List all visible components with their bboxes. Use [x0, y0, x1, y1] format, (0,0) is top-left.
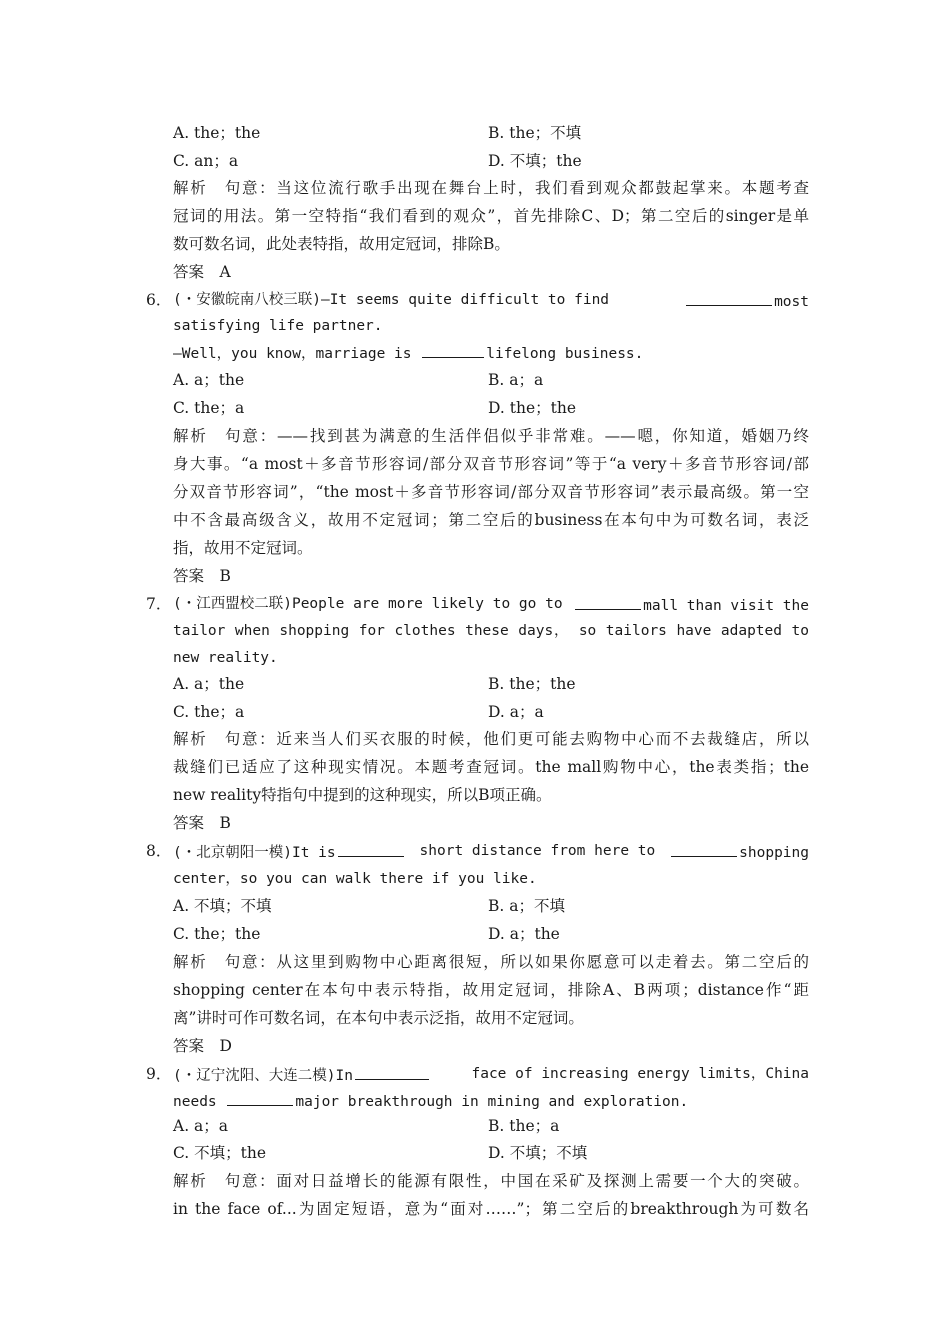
q9-stem-text: needs [173, 1094, 217, 1110]
q8-number: 8． [146, 842, 172, 860]
q6-option-b: B. a；a [488, 371, 544, 389]
q5-option-c: C. an；a [173, 152, 239, 170]
q8-blank-1 [338, 841, 404, 857]
q9-option-a: A. a；a [173, 1117, 229, 1135]
q7-stem-text: mall than visit the [643, 598, 809, 614]
q9-stem-text: face of increasing energy limits，China [471, 1066, 809, 1082]
q8-option-b: B. a；不填 [488, 897, 565, 915]
q5-answer: 答案 A [173, 263, 231, 281]
q8-option-a: A. 不填；不填 [173, 897, 272, 915]
q6-answer: 答案 B [173, 567, 231, 585]
q6-reply-text: —Well，you know，marriage is [173, 346, 412, 362]
q8-stem-text: (・北京朝阳一模)It is [173, 845, 336, 861]
q6-number: 6． [146, 291, 172, 309]
q5-option-d: D. 不填；the [488, 152, 582, 170]
q6-explanation-line: 中不含最高级含义，故用不定冠词；第二空后的business在本句中为可数名词，表泛 [173, 511, 809, 529]
q8-option-d: D. a；the [488, 925, 560, 943]
q9-option-c: C. 不填；the [173, 1144, 267, 1162]
q7-stem-line [173, 594, 809, 616]
q8-stem-text: short distance from here to [419, 843, 656, 859]
q6-blank-1 [686, 290, 772, 306]
q7-stem-line: tailor when shopping for clothes these days， so tailors have adapted to [173, 623, 809, 639]
q5-explanation-line: 数可数名词，此处表特指，故用定冠词，排除B。 [173, 235, 510, 253]
q7-explanation-line: new reality特指句中提到的这种现实，所以B项正确。 [173, 786, 552, 804]
q6-blank-2 [422, 342, 484, 358]
q9-number: 9． [146, 1065, 172, 1083]
q9-stem-text: (・辽宁沈阳、大连二模)In [173, 1068, 353, 1084]
q5-option-b: B. the；不填 [488, 124, 582, 142]
q9-blank-2 [227, 1090, 293, 1106]
q9-option-b: B. the；a [488, 1117, 560, 1135]
q9-stem-line [173, 1064, 809, 1086]
q5-explanation-line: 冠词的用法。第一空特指“我们看到的观众”，首先排除C、D；第二空后的singer是单 [173, 207, 809, 225]
q9-blank-1 [355, 1064, 429, 1080]
q6-explanation-line: 分双音节形容词”，“the most＋多音节形容词/部分双音节形容词”表示最高级。第一空 [173, 483, 809, 501]
q6-explanation-line: 指，故用不定冠词。 [173, 539, 313, 557]
q7-answer: 答案 B [173, 814, 231, 832]
q7-blank-1 [575, 594, 641, 610]
q6-option-d: D. the；the [488, 399, 576, 417]
q7-option-a: A. a；the [173, 675, 245, 693]
q7-stem-line: new reality. [173, 650, 278, 666]
q6-option-a: A. a；the [173, 371, 245, 389]
q9-stem-text: major breakthrough in mining and exploration. [295, 1094, 689, 1110]
q9-option-d: D. 不填；不填 [488, 1144, 588, 1162]
q8-stem-text: shopping [739, 845, 809, 861]
q7-explanation-line: 解析 句意：近来当人们买衣服的时候，他们更可能去购物中心而不去裁缝店，所以 [173, 730, 809, 748]
q6-stem-text: (・安徽皖南八校三联)—It seems quite difficult to find [173, 292, 610, 308]
q7-explanation-line: 裁缝们已适应了这种现实情况。本题考查冠词。the mall购物中心，the表类指；the [173, 758, 809, 776]
q5-option-a: A. the；the [173, 124, 261, 142]
q6-explanation-line: 解析 句意：——找到甚为满意的生活伴侣似乎非常难。——嗯，你知道，婚姻乃终 [173, 427, 809, 445]
q8-explanation-line: shopping center在本句中表示特指，故用定冠词，排除A、B两项；distance作“距 [173, 981, 809, 999]
q7-number: 7． [146, 595, 172, 613]
q7-option-c: C. the；a [173, 703, 245, 721]
q6-reply-line [173, 342, 809, 364]
q6-option-c: C. the；a [173, 399, 245, 417]
q8-stem-line: center，so you can walk there if you like. [173, 871, 537, 887]
q7-option-b: B. the；the [488, 675, 576, 693]
q8-option-c: C. the；the [173, 925, 261, 943]
q6-stem-line: satisfying life partner. [173, 318, 383, 334]
q6-explanation-line: 身大事。“a most＋多音节形容词/部分双音节形容词”等于“a very＋多音节形容词/部 [173, 455, 809, 473]
q9-explanation-line: 解析 句意：面对日益增长的能源有限性，中国在采矿及探测上需要一个大的突破。 [173, 1172, 809, 1190]
q8-stem-line [173, 841, 809, 863]
q6-reply-text: lifelong business. [486, 346, 644, 362]
q8-explanation-line: 离”讲时可作可数名词，在本句中表示泛指，故用不定冠词。 [173, 1009, 584, 1027]
q8-blank-2 [671, 841, 737, 857]
q9-explanation-line: in the face of...为固定短语，意为“面对……”；第二空后的breakthrough为可数名 [173, 1200, 809, 1218]
q9-stem-line [173, 1090, 809, 1112]
q5-explanation-line: 解析 句意：当这位流行歌手出现在舞台上时，我们看到观众都鼓起掌来。本题考查 [173, 179, 809, 197]
q7-stem-text: (・江西盟校二联)People are more likely to go to [173, 596, 563, 612]
q6-stem-text: most [774, 294, 809, 310]
q8-answer: 答案 D [173, 1037, 232, 1055]
q7-option-d: D. a；a [488, 703, 544, 721]
q8-explanation-line: 解析 句意：从这里到购物中心距离很短，所以如果你愿意可以走着去。第二空后的 [173, 953, 809, 971]
q6-stem-line [173, 290, 809, 312]
